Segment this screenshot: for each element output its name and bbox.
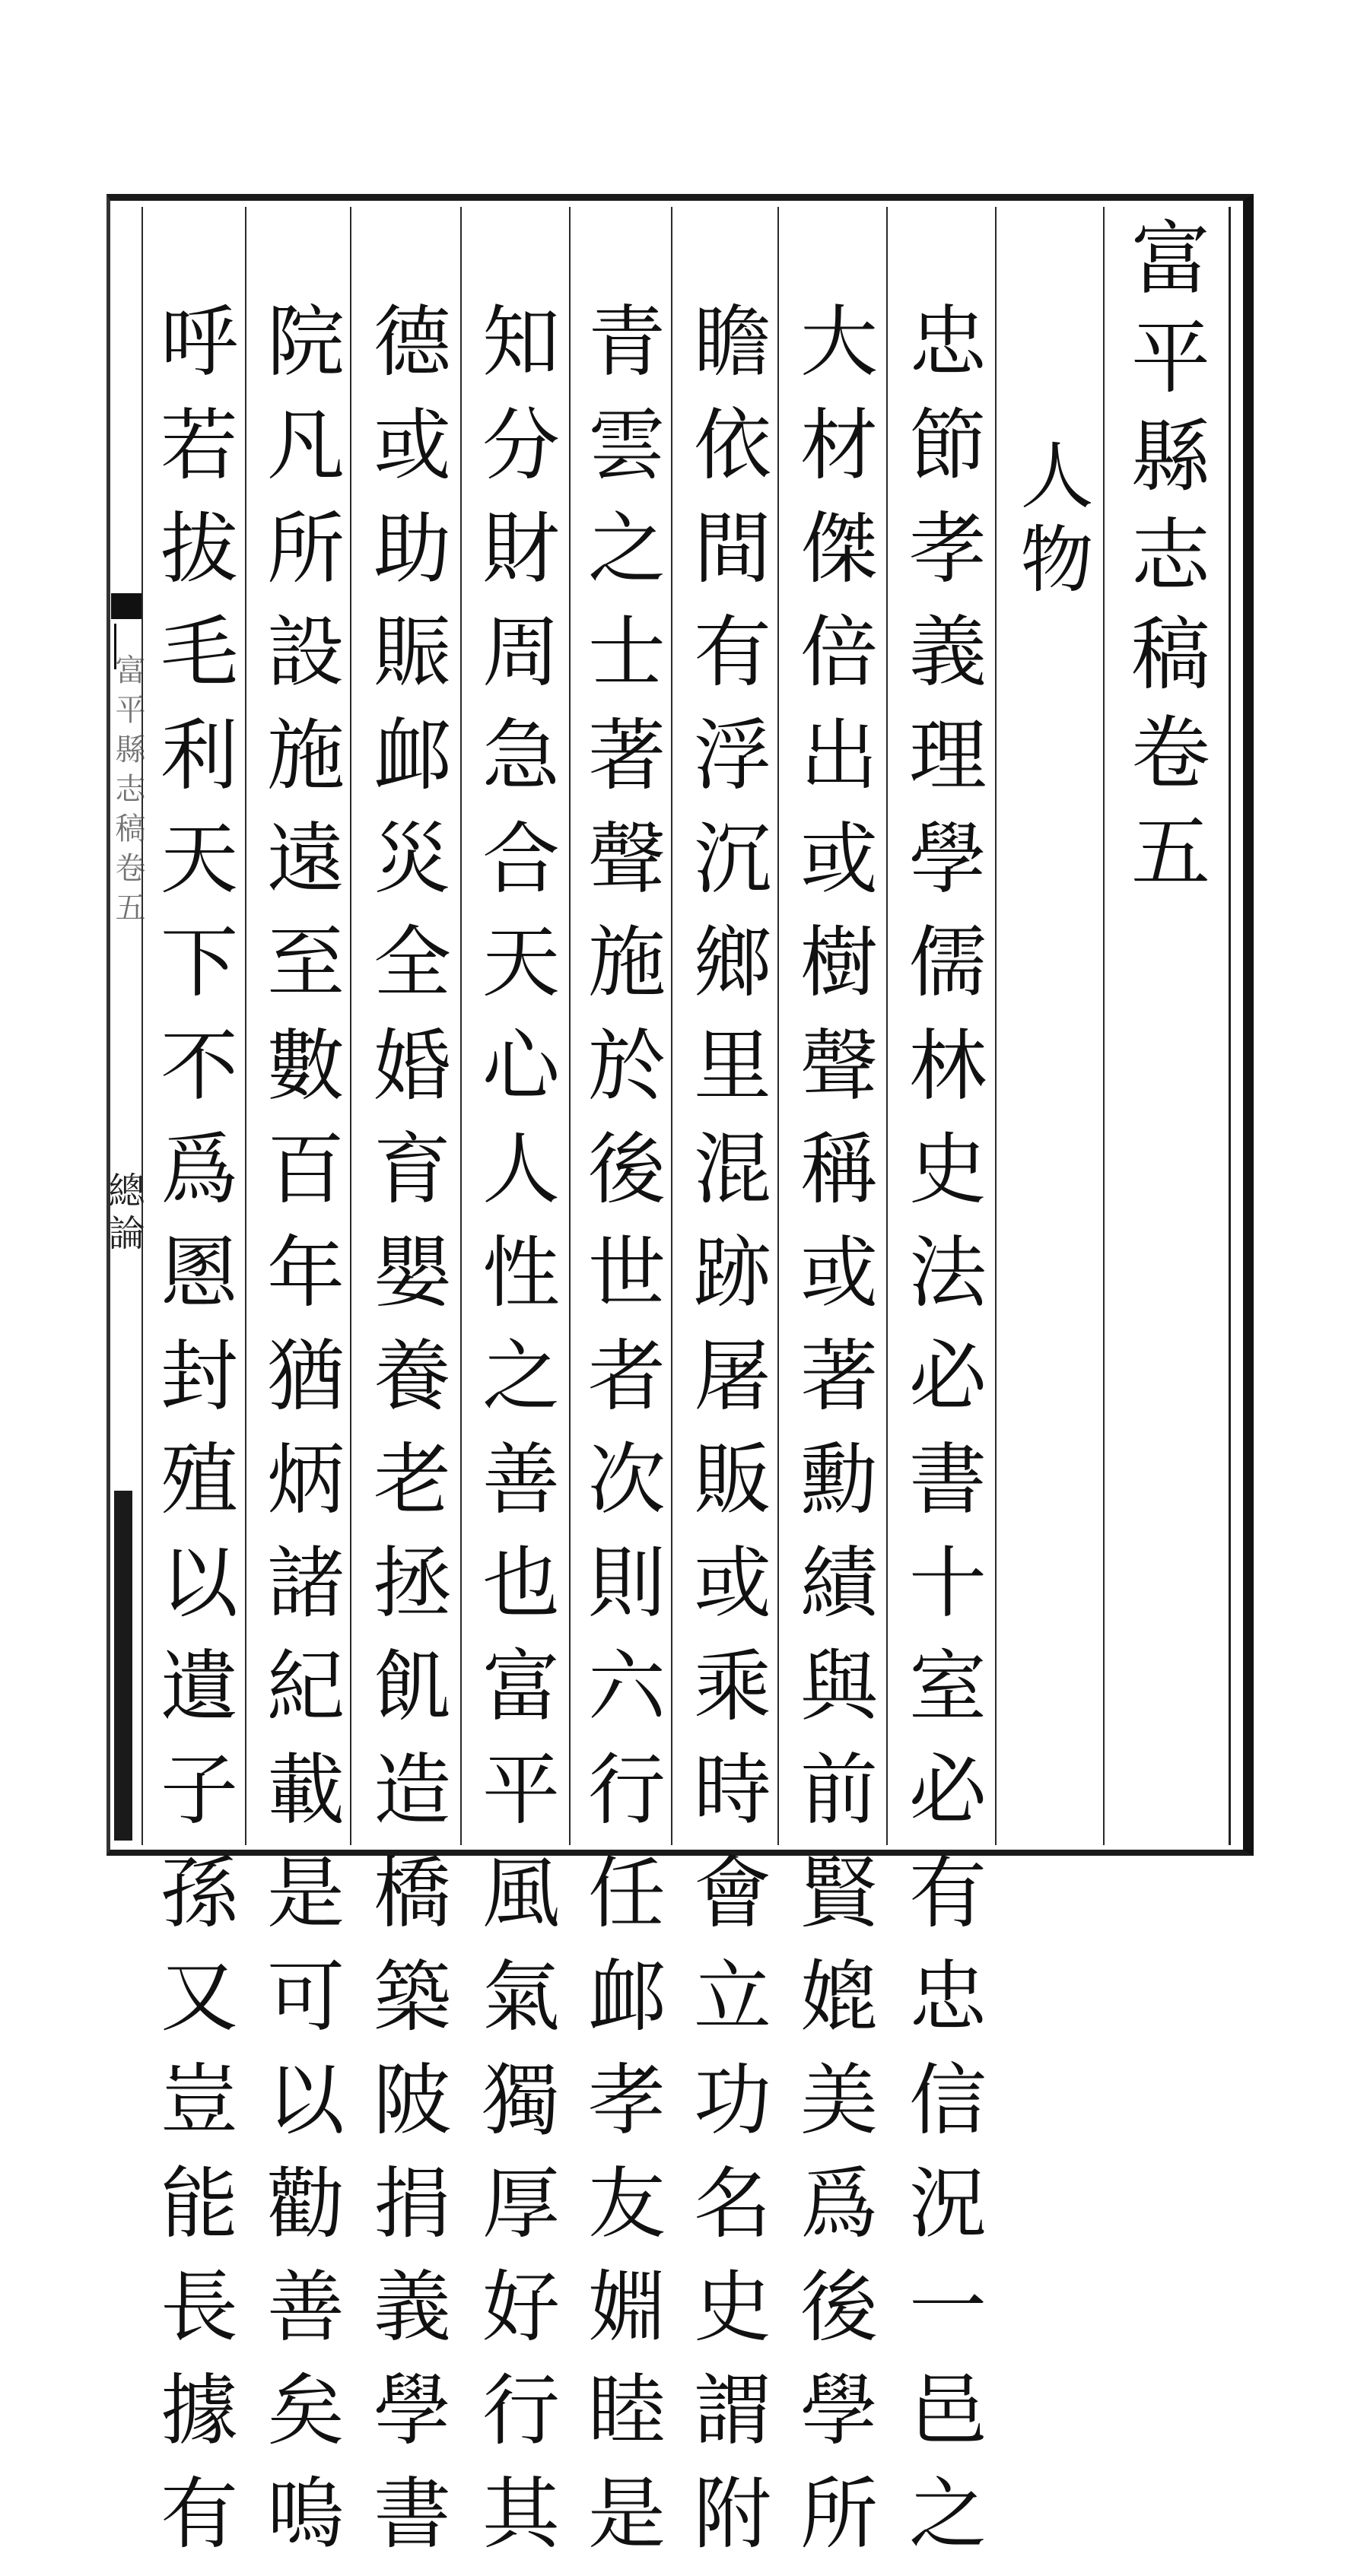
column-rule (671, 207, 672, 1845)
column-rule (569, 207, 571, 1845)
text-column: 院凡所設施遠至數百年猶炳諸紀載是可以勸善矣嗚 (254, 300, 345, 2576)
fold-bar (114, 1491, 132, 1841)
fold-section-label: 總論 (102, 1171, 145, 1256)
column-rule (141, 207, 143, 1845)
column-rule (777, 207, 779, 1845)
column-rule (245, 207, 246, 1845)
section-heading: 人物 (1009, 437, 1094, 605)
column-rule (1103, 207, 1105, 1845)
text-column: 青雲之士著聲施於後世者次則六行任䘏孝友婣睦是 (575, 300, 666, 2576)
text-column: 大材傑倍出或樹聲稱或著勳績與前賢媲美爲後學所 (787, 300, 878, 2576)
text-column: 瞻依間有浮沉鄉里混跡屠販或乘時會立功名史謂附 (681, 300, 771, 2576)
text-column: 呼若拔毛利天下不爲慁封殖以遺子孫又豈能長據有 (148, 300, 238, 2576)
fishtail-mark (111, 593, 141, 619)
column-rule (460, 207, 462, 1845)
column-rule (350, 207, 351, 1845)
fold-title: 富平縣志稿卷五 (110, 654, 145, 931)
column-rule (995, 207, 997, 1845)
text-column: 知分財周急合天心人性之善也富平風氣獨厚好行其 (469, 300, 560, 2576)
volume-title: 富平縣志稿卷五 (1117, 217, 1210, 909)
text-column: 忠節孝義理學儒林史法必書十室必有忠信況一邑之 (896, 300, 987, 2576)
text-column: 德或助賑䘏災全婚育嬰養老拯飢造橋築陂捐義學書 (361, 300, 451, 2576)
column-rule (886, 207, 888, 1845)
